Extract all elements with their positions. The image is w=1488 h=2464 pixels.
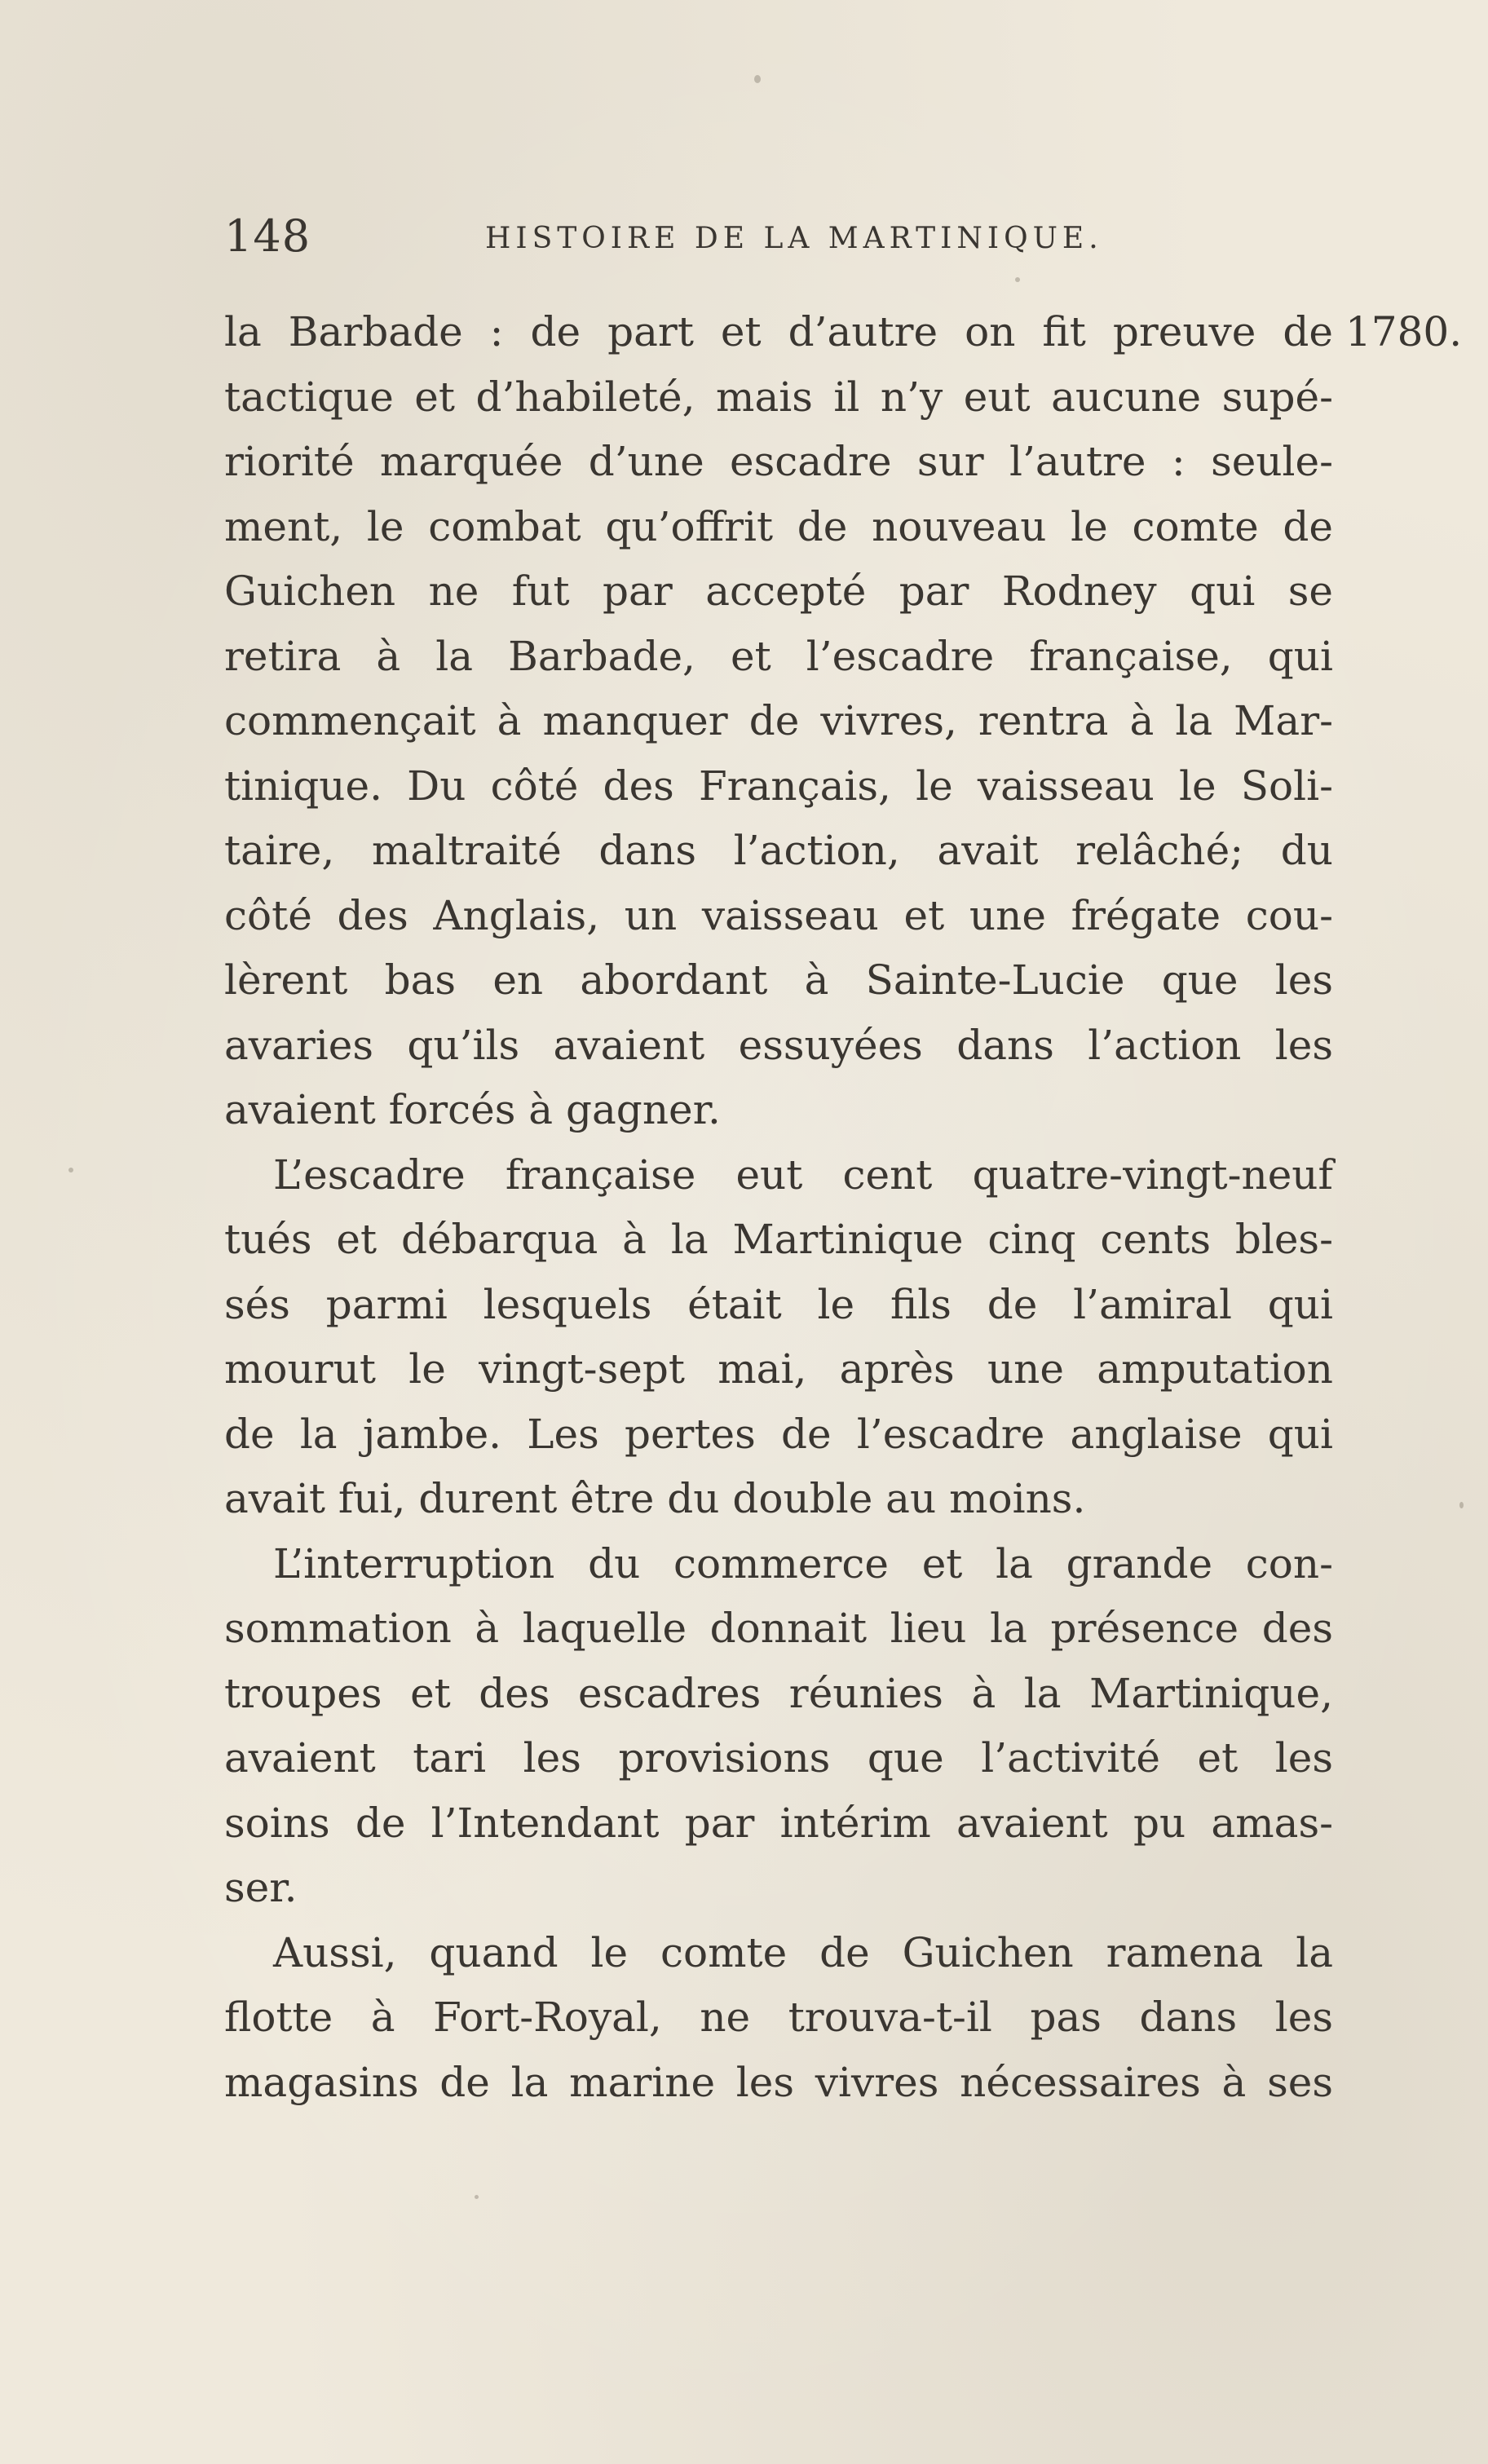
running-head: [224, 210, 1333, 267]
text-line: ment, le combat qu’offrit de nouveau le comte de: [224, 502, 1333, 550]
ink-speck: [475, 2195, 479, 2199]
ink-speck: [754, 75, 761, 83]
text-line: avaient tari les provisions que l’activité et les: [224, 1734, 1333, 1782]
page-number: 148: [224, 210, 311, 262]
text-line: L’interruption du commerce et la grande con-: [273, 1539, 1333, 1587]
text-line: sommation à laquelle donnait lieu la présence des: [224, 1605, 1333, 1652]
text-line: troupes et des escadres réunies à la Martinique,: [224, 1669, 1333, 1717]
text-line: Guichen ne fut par accepté par Rodney qui se: [224, 567, 1333, 615]
running-title: HISTOIRE DE LA MARTINIQUE.: [485, 222, 1103, 255]
text-line: sés parmi lesquels était le fils de l’amiral qui: [224, 1280, 1333, 1328]
text-line-content: la Barbade : de part et d’autre on fit preuve de: [224, 308, 1333, 355]
text-line: avaient forcés à gagner.: [224, 1086, 721, 1133]
text-line: de la jambe. Les pertes de l’escadre anglaise qui: [224, 1410, 1333, 1458]
ink-speck: [1015, 277, 1020, 282]
margin-year: 1780.: [1345, 308, 1463, 355]
text-line: [224, 300, 1463, 365]
text-line: avait fui, durent être du double au moins.: [224, 1475, 1086, 1522]
text-line: magasins de la marine les vivres nécessaires à ses: [224, 2058, 1333, 2106]
ink-speck: [1459, 1502, 1464, 1508]
text-line: mourut le vingt-sept mai, après une amputation: [224, 1345, 1333, 1393]
text-line: L’escadre française eut cent quatre-vingt-neuf: [273, 1150, 1333, 1199]
text-line: lèrent bas en abordant à Sainte-Lucie que les: [224, 956, 1333, 1004]
text-line: avaries qu’ils avaient essuyées dans l’action les: [224, 1021, 1333, 1069]
text-line: tactique et d’habileté, mais il n’y eut aucune supé-: [224, 373, 1333, 421]
text-line: retira à la Barbade, et l’escadre française, qui: [224, 632, 1333, 680]
text-line: Aussi, quand le comte de Guichen ramena la: [273, 1928, 1333, 1976]
text-line: flotte à Fort-Royal, ne trouva-t-il pas dans les: [224, 1994, 1333, 2041]
text-line: tués et débarqua à la Martinique cinq cents bles-: [224, 1216, 1333, 1263]
text-line: côté des Anglais, un vaisseau et une frégate cou-: [224, 891, 1333, 939]
text-line: soins de l’Intendant par intérim avaient pu amas-: [224, 1799, 1333, 1847]
text-line: ser.: [224, 1864, 298, 1911]
body-text: [224, 300, 1463, 2115]
text-line: taire, maltraité dans l’action, avait relâché; du: [224, 827, 1333, 874]
text-line: riorité marquée d’une escadre sur l’autre : seule-: [224, 438, 1333, 485]
ink-speck: [68, 1168, 73, 1172]
text-line: tinique. Du côté des Français, le vaisseau le Soli-: [224, 762, 1333, 810]
text-line: commençait à manquer de vivres, rentra à la Mar-: [224, 697, 1333, 744]
